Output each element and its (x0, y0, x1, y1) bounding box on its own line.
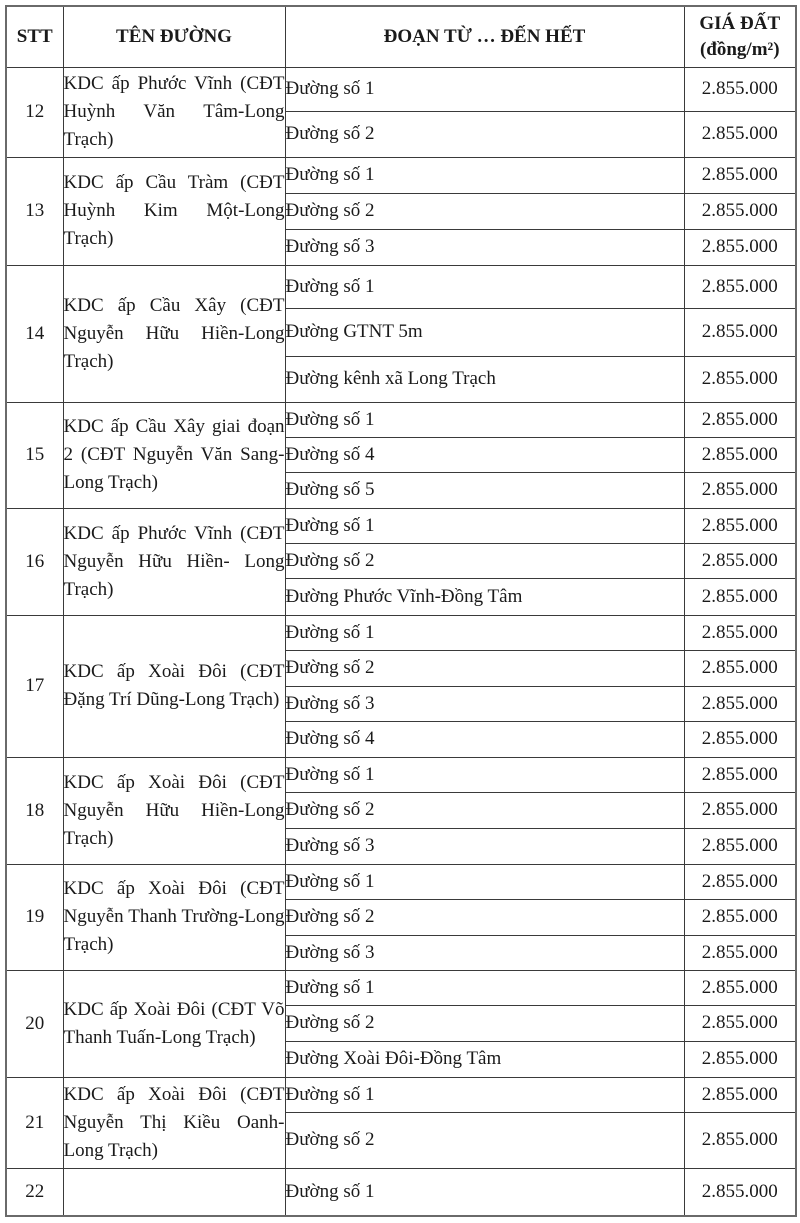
segment-cell: Đường số 3 (285, 828, 684, 864)
price-cell: 2.855.000 (684, 1005, 796, 1041)
price-cell: 2.855.000 (684, 578, 796, 615)
segment-cell: Đường số 2 (285, 1112, 684, 1168)
price-cell: 2.855.000 (684, 650, 796, 686)
price-cell: 2.855.000 (684, 1112, 796, 1168)
segment-cell: Đường số 2 (285, 792, 684, 828)
price-cell: 2.855.000 (684, 792, 796, 828)
price-cell: 2.855.000 (684, 543, 796, 578)
table-row (6, 402, 796, 437)
table-row (6, 157, 796, 193)
segment-cell: Đường số 2 (285, 111, 684, 157)
segment-cell: Đường số 1 (285, 402, 684, 437)
segment-cell: Đường kênh xã Long Trạch (285, 356, 684, 402)
stt-cell: 12 (6, 67, 63, 157)
table-row (6, 1168, 796, 1216)
table-row (6, 265, 796, 308)
header-doan: ĐOẠN TỪ … ĐẾN HẾT (285, 6, 684, 67)
stt-cell: 20 (6, 970, 63, 1077)
segment-cell: Đường số 2 (285, 650, 684, 686)
segment-cell: Đường số 3 (285, 229, 684, 265)
price-cell: 2.855.000 (684, 67, 796, 111)
segment-cell: Đường số 1 (285, 757, 684, 792)
price-cell: 2.855.000 (684, 828, 796, 864)
table-row (6, 508, 796, 543)
price-cell: 2.855.000 (684, 615, 796, 650)
table-row (6, 67, 796, 111)
segment-cell: Đường GTNT 5m (285, 308, 684, 356)
price-cell: 2.855.000 (684, 229, 796, 265)
segment-cell: Đường số 1 (285, 508, 684, 543)
stt-cell: 19 (6, 864, 63, 970)
stt-cell: 14 (6, 265, 63, 402)
table-row (6, 970, 796, 1005)
segment-cell: Đường số 4 (285, 437, 684, 472)
road-name-cell: KDC ấp Cầu Tràm (CĐT Huỳnh Kim Một-Long Trạch) (63, 157, 285, 265)
stt-cell: 21 (6, 1077, 63, 1168)
price-cell: 2.855.000 (684, 1168, 796, 1216)
road-name-cell: KDC ấp Phước Vĩnh (CĐT Nguyễn Hữu Hiền- Long Trạch) (63, 508, 285, 615)
header-row (6, 6, 796, 67)
land-price-table (5, 5, 797, 1217)
price-cell: 2.855.000 (684, 308, 796, 356)
stt-cell: 15 (6, 402, 63, 508)
segment-cell: Đường số 5 (285, 472, 684, 508)
price-cell: 2.855.000 (684, 356, 796, 402)
price-cell: 2.855.000 (684, 193, 796, 229)
price-cell: 2.855.000 (684, 111, 796, 157)
header-stt: STT (6, 6, 63, 67)
road-name-cell: KDC ấp Phước Vĩnh (CĐT Huỳnh Văn Tâm-Long Trạch) (63, 67, 285, 157)
price-cell: 2.855.000 (684, 899, 796, 935)
segment-cell: Đường số 3 (285, 686, 684, 721)
segment-cell: Đường số 2 (285, 899, 684, 935)
road-name-cell (63, 1168, 285, 1216)
road-name-cell: KDC ấp Xoài Đôi (CĐT Võ Thanh Tuấn-Long Trạch) (63, 970, 285, 1077)
table-row (6, 757, 796, 792)
header-gia-dat-unit: (đồng/m²) (699, 38, 780, 60)
table-row (6, 615, 796, 650)
segment-cell: Đường số 3 (285, 935, 684, 970)
segment-cell: Đường số 1 (285, 864, 684, 899)
segment-cell: Đường số 2 (285, 193, 684, 229)
header-gia-dat (684, 6, 796, 67)
segment-cell: Đường số 1 (285, 157, 684, 193)
stt-cell: 22 (6, 1168, 63, 1216)
price-cell: 2.855.000 (684, 265, 796, 308)
table-row (6, 864, 796, 899)
segment-cell: Đường Phước Vĩnh-Đồng Tâm (285, 578, 684, 615)
price-cell: 2.855.000 (684, 1077, 796, 1112)
header-gia-dat-title: GIÁ ĐẤT (699, 12, 781, 34)
header-ten-duong: TÊN ĐƯỜNG (63, 6, 285, 67)
table-row (6, 1077, 796, 1112)
price-cell: 2.855.000 (684, 1041, 796, 1077)
price-cell: 2.855.000 (684, 864, 796, 899)
table-body (6, 67, 796, 1216)
stt-cell: 18 (6, 757, 63, 864)
segment-cell: Đường số 4 (285, 721, 684, 757)
stt-cell: 16 (6, 508, 63, 615)
price-cell: 2.855.000 (684, 970, 796, 1005)
road-name-cell: KDC ấp Xoài Đôi (CĐT Nguyễn Thị Kiều Oanh-Long Trạch) (63, 1077, 285, 1168)
road-name-cell: KDC ấp Xoài Đôi (CĐT Nguyễn Hữu Hiền-Long Trạch) (63, 757, 285, 864)
price-cell: 2.855.000 (684, 472, 796, 508)
price-cell: 2.855.000 (684, 437, 796, 472)
segment-cell: Đường số 2 (285, 1005, 684, 1041)
road-name-cell: KDC ấp Xoài Đôi (CĐT Nguyễn Thanh Trường-Long Trạch) (63, 864, 285, 970)
road-name-cell: KDC ấp Cầu Xây giai đoạn 2 (CĐT Nguyễn Văn Sang-Long Trạch) (63, 402, 285, 508)
price-cell: 2.855.000 (684, 757, 796, 792)
segment-cell: Đường số 1 (285, 265, 684, 308)
price-cell: 2.855.000 (684, 686, 796, 721)
road-name-cell: KDC ấp Xoài Đôi (CĐT Đặng Trí Dũng-Long Trạch) (63, 615, 285, 757)
stt-cell: 13 (6, 157, 63, 265)
price-cell: 2.855.000 (684, 935, 796, 970)
segment-cell: Đường số 1 (285, 615, 684, 650)
stt-cell: 17 (6, 615, 63, 757)
road-name-cell: KDC ấp Cầu Xây (CĐT Nguyễn Hữu Hiền-Long Trạch) (63, 265, 285, 402)
price-cell: 2.855.000 (684, 508, 796, 543)
segment-cell: Đường Xoài Đôi-Đồng Tâm (285, 1041, 684, 1077)
price-cell: 2.855.000 (684, 721, 796, 757)
price-cell: 2.855.000 (684, 157, 796, 193)
segment-cell: Đường số 1 (285, 1077, 684, 1112)
segment-cell: Đường số 2 (285, 543, 684, 578)
segment-cell: Đường số 1 (285, 1168, 684, 1216)
segment-cell: Đường số 1 (285, 970, 684, 1005)
segment-cell: Đường số 1 (285, 67, 684, 111)
price-cell: 2.855.000 (684, 402, 796, 437)
